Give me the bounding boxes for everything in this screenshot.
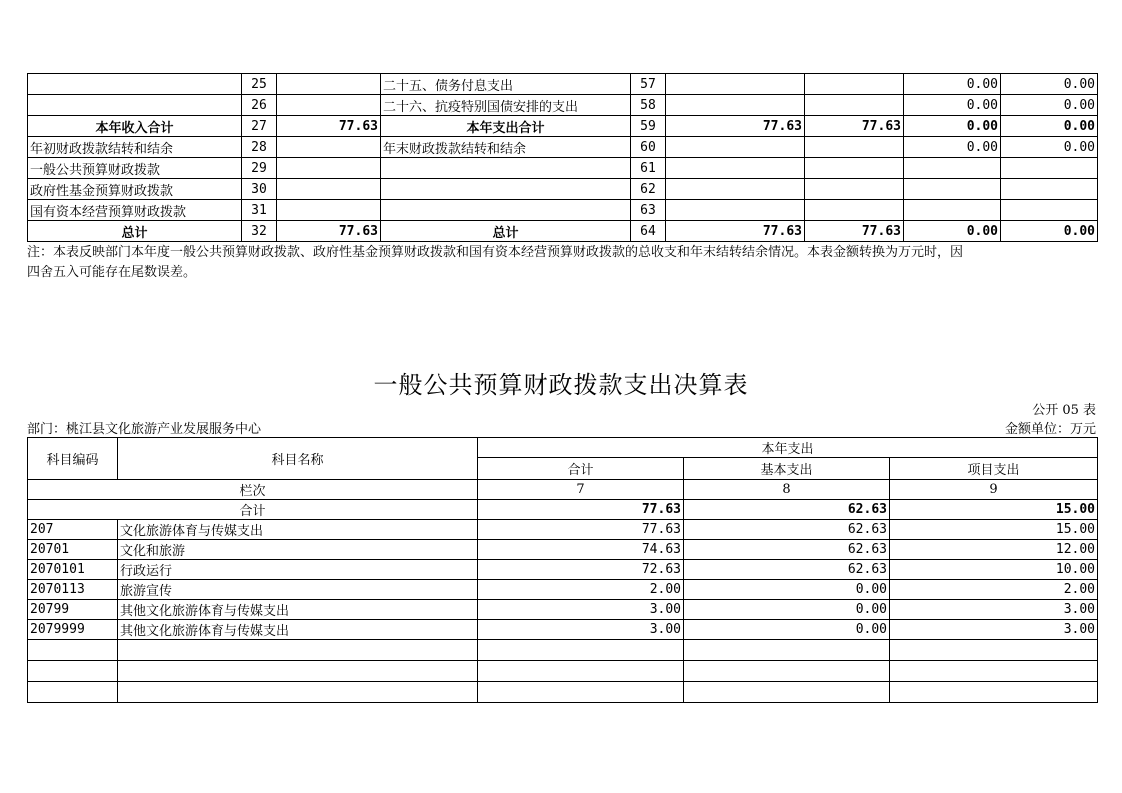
subject-name: 其他文化旅游体育与传媒支出 <box>118 620 478 640</box>
amount-total: 3.00 <box>478 600 684 620</box>
row-left-index: 30 <box>242 179 277 200</box>
subject-name: 文化和旅游 <box>118 540 478 560</box>
subject-name <box>118 640 478 661</box>
total-row-label: 合计 <box>28 500 478 520</box>
subject-name <box>118 682 478 703</box>
column-index-8: 8 <box>684 480 890 500</box>
table-row <box>28 560 1098 580</box>
amount-total: 77.63 <box>478 520 684 540</box>
table-note <box>27 243 1102 283</box>
amount-total <box>478 661 684 682</box>
row-value-2: 77.63 <box>805 221 904 242</box>
row-value-1 <box>666 137 805 158</box>
row-value-2: 77.63 <box>805 116 904 137</box>
row-left-index: 29 <box>242 158 277 179</box>
row-value-4: 0.00 <box>1001 74 1098 95</box>
amount-basic <box>684 661 890 682</box>
amount-project <box>890 682 1098 703</box>
row-right-index: 62 <box>631 179 666 200</box>
amount-total: 72.63 <box>478 560 684 580</box>
row-left-amount <box>277 158 381 179</box>
row-left-index: 31 <box>242 200 277 221</box>
row-value-3: 0.00 <box>904 95 1001 116</box>
row-value-3: 0.00 <box>904 116 1001 137</box>
row-value-4: 0.00 <box>1001 116 1098 137</box>
amount-basic: 0.00 <box>684 580 890 600</box>
row-left-amount <box>277 137 381 158</box>
table-row <box>28 661 1098 682</box>
row-right-index: 58 <box>631 95 666 116</box>
report-title: 一般公共预算财政拨款支出决算表 <box>373 371 749 399</box>
summary-row <box>28 179 1098 200</box>
subject-name: 行政运行 <box>118 560 478 580</box>
row-value-3 <box>904 158 1001 179</box>
row-value-4: 0.00 <box>1001 221 1098 242</box>
amount-basic <box>684 640 890 661</box>
row-value-2 <box>805 179 904 200</box>
amount-unit-label: 金额单位：万元 <box>1004 422 1096 437</box>
row-value-1 <box>666 179 805 200</box>
row-value-1 <box>666 158 805 179</box>
table-row <box>28 620 1098 640</box>
column-index-7: 7 <box>478 480 684 500</box>
summary-row <box>28 116 1098 137</box>
amount-basic: 0.00 <box>684 620 890 640</box>
summary-row <box>28 74 1098 95</box>
row-right-index: 57 <box>631 74 666 95</box>
header-year-expense: 本年支出 <box>478 438 1098 458</box>
department-label: 部门：桃江县文化旅游产业发展服务中心 <box>27 422 262 437</box>
row-value-1 <box>666 200 805 221</box>
row-left-amount: 77.63 <box>277 221 381 242</box>
total-row-basic: 62.63 <box>684 500 890 520</box>
row-left-amount <box>277 200 381 221</box>
amount-basic <box>684 682 890 703</box>
row-right-label: 本年支出合计 <box>381 116 631 137</box>
row-value-1 <box>666 74 805 95</box>
column-index-label: 栏次 <box>28 480 478 500</box>
row-left-amount <box>277 74 381 95</box>
header-subject-name: 科目名称 <box>118 438 478 480</box>
amount-project: 12.00 <box>890 540 1098 560</box>
row-left-amount <box>277 95 381 116</box>
row-value-3: 0.00 <box>904 74 1001 95</box>
amount-basic: 62.63 <box>684 540 890 560</box>
note-line-2: 四舍五入可能存在尾数误差。 <box>27 265 197 280</box>
row-left-label <box>28 95 242 116</box>
subject-name: 其他文化旅游体育与传媒支出 <box>118 600 478 620</box>
row-value-2 <box>805 95 904 116</box>
row-right-label <box>381 158 631 179</box>
row-left-amount: 77.63 <box>277 116 381 137</box>
row-left-index: 32 <box>242 221 277 242</box>
amount-total <box>478 682 684 703</box>
header-project: 项目支出 <box>890 458 1098 480</box>
subject-code: 20701 <box>28 540 118 560</box>
income-expense-summary-table <box>27 73 1098 242</box>
amount-basic: 62.63 <box>684 560 890 580</box>
row-value-2 <box>805 158 904 179</box>
summary-row <box>28 137 1098 158</box>
table-row <box>28 580 1098 600</box>
row-right-label: 年末财政拨款结转和结余 <box>381 137 631 158</box>
row-value-1: 77.63 <box>666 221 805 242</box>
subject-name: 旅游宣传 <box>118 580 478 600</box>
row-right-index: 60 <box>631 137 666 158</box>
amount-project <box>890 661 1098 682</box>
row-value-3: 0.00 <box>904 137 1001 158</box>
expense-settlement-table <box>27 437 1098 703</box>
subject-code: 20799 <box>28 600 118 620</box>
row-left-index: 25 <box>242 74 277 95</box>
amount-basic: 0.00 <box>684 600 890 620</box>
amount-project: 3.00 <box>890 600 1098 620</box>
report-code: 公开 05 表 <box>1032 403 1096 418</box>
row-right-index: 64 <box>631 221 666 242</box>
subject-code <box>28 661 118 682</box>
table-row <box>28 640 1098 661</box>
row-value-1 <box>666 95 805 116</box>
row-left-label: 总计 <box>28 221 242 242</box>
table-row <box>28 682 1098 703</box>
amount-project: 2.00 <box>890 580 1098 600</box>
amount-project: 3.00 <box>890 620 1098 640</box>
table-row <box>28 540 1098 560</box>
amount-total: 2.00 <box>478 580 684 600</box>
subject-name <box>118 661 478 682</box>
row-value-2 <box>805 200 904 221</box>
row-right-label: 总计 <box>381 221 631 242</box>
row-left-label: 国有资本经营预算财政拨款 <box>28 200 242 221</box>
row-value-4 <box>1001 158 1098 179</box>
subject-code: 207 <box>28 520 118 540</box>
row-left-label: 政府性基金预算财政拨款 <box>28 179 242 200</box>
summary-row <box>28 200 1098 221</box>
subject-code <box>28 640 118 661</box>
column-index-9: 9 <box>890 480 1098 500</box>
amount-total: 74.63 <box>478 540 684 560</box>
row-value-4 <box>1001 200 1098 221</box>
row-value-3 <box>904 179 1001 200</box>
row-right-label <box>381 179 631 200</box>
row-left-index: 27 <box>242 116 277 137</box>
table-row <box>28 600 1098 620</box>
amount-project: 10.00 <box>890 560 1098 580</box>
row-value-1: 77.63 <box>666 116 805 137</box>
summary-row <box>28 95 1098 116</box>
row-right-index: 61 <box>631 158 666 179</box>
subject-name: 文化旅游体育与传媒支出 <box>118 520 478 540</box>
row-left-index: 28 <box>242 137 277 158</box>
row-right-label: 二十六、抗疫特别国债安排的支出 <box>381 95 631 116</box>
row-value-3 <box>904 200 1001 221</box>
row-left-index: 26 <box>242 95 277 116</box>
header-basic: 基本支出 <box>684 458 890 480</box>
summary-row <box>28 221 1098 242</box>
row-left-label: 一般公共预算财政拨款 <box>28 158 242 179</box>
amount-total <box>478 640 684 661</box>
total-row-total: 77.63 <box>478 500 684 520</box>
row-right-label: 二十五、债务付息支出 <box>381 74 631 95</box>
subject-code <box>28 682 118 703</box>
amount-project <box>890 640 1098 661</box>
note-line-1: 注：本表反映部门本年度一般公共预算财政拨款、政府性基金预算财政拨款和国有资本经营预算财政拨款的总收支和年末结转结余情况。本表金额转换为万元时，因 <box>27 245 964 260</box>
header-subject-code: 科目编码 <box>28 438 118 480</box>
subject-code: 2079999 <box>28 620 118 640</box>
amount-total: 3.00 <box>478 620 684 640</box>
row-right-index: 59 <box>631 116 666 137</box>
amount-project: 15.00 <box>890 520 1098 540</box>
row-value-4: 0.00 <box>1001 95 1098 116</box>
row-left-label: 年初财政拨款结转和结余 <box>28 137 242 158</box>
row-left-label <box>28 74 242 95</box>
subject-code: 2070101 <box>28 560 118 580</box>
row-right-index: 63 <box>631 200 666 221</box>
row-left-amount <box>277 179 381 200</box>
row-left-label: 本年收入合计 <box>28 116 242 137</box>
row-value-4: 0.00 <box>1001 137 1098 158</box>
table-row <box>28 520 1098 540</box>
row-right-label <box>381 200 631 221</box>
subject-code: 2070113 <box>28 580 118 600</box>
amount-basic: 62.63 <box>684 520 890 540</box>
total-row-project: 15.00 <box>890 500 1098 520</box>
row-value-2 <box>805 137 904 158</box>
row-value-2 <box>805 74 904 95</box>
row-value-3: 0.00 <box>904 221 1001 242</box>
header-total: 合计 <box>478 458 684 480</box>
row-value-4 <box>1001 179 1098 200</box>
summary-row <box>28 158 1098 179</box>
